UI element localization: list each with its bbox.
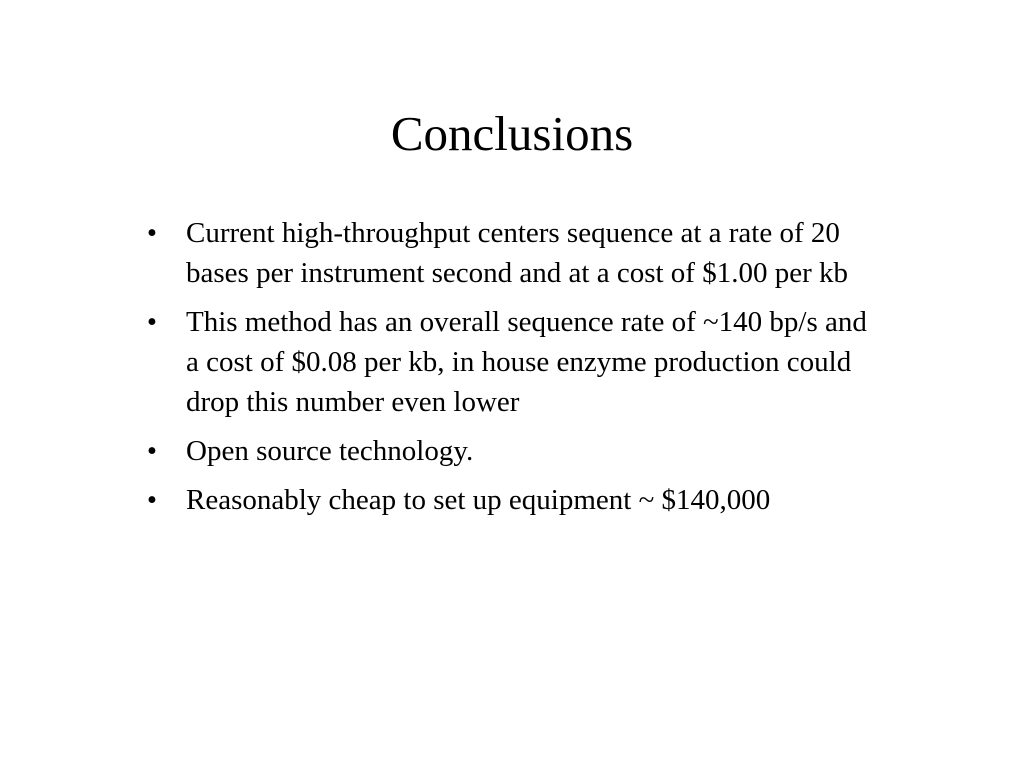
bullet-item	[142, 302, 882, 422]
slide-title: Conclusions	[390, 106, 634, 161]
bullet-icon: •	[146, 217, 158, 249]
bullet-text: This method has an overall sequence rate of ~140 bp/s and a cost of $0.08 per kb, in house enzyme production could drop this number even lower	[186, 306, 867, 418]
bullet-icon: •	[146, 306, 158, 338]
bullet-text: Open source technology.	[186, 435, 474, 467]
bullet-item	[142, 480, 882, 520]
bullet-item	[142, 213, 882, 293]
bullet-text: Reasonably cheap to set up equipment ~ $140,000	[186, 484, 771, 516]
bullet-item	[142, 431, 882, 471]
bullet-icon: •	[146, 435, 158, 467]
bullet-icon: •	[146, 484, 158, 516]
bullet-list	[142, 213, 882, 529]
bullet-text: Current high-throughput centers sequence at a rate of 20 bases per instrument second and at a cost of $1.00 per kb	[186, 217, 848, 289]
